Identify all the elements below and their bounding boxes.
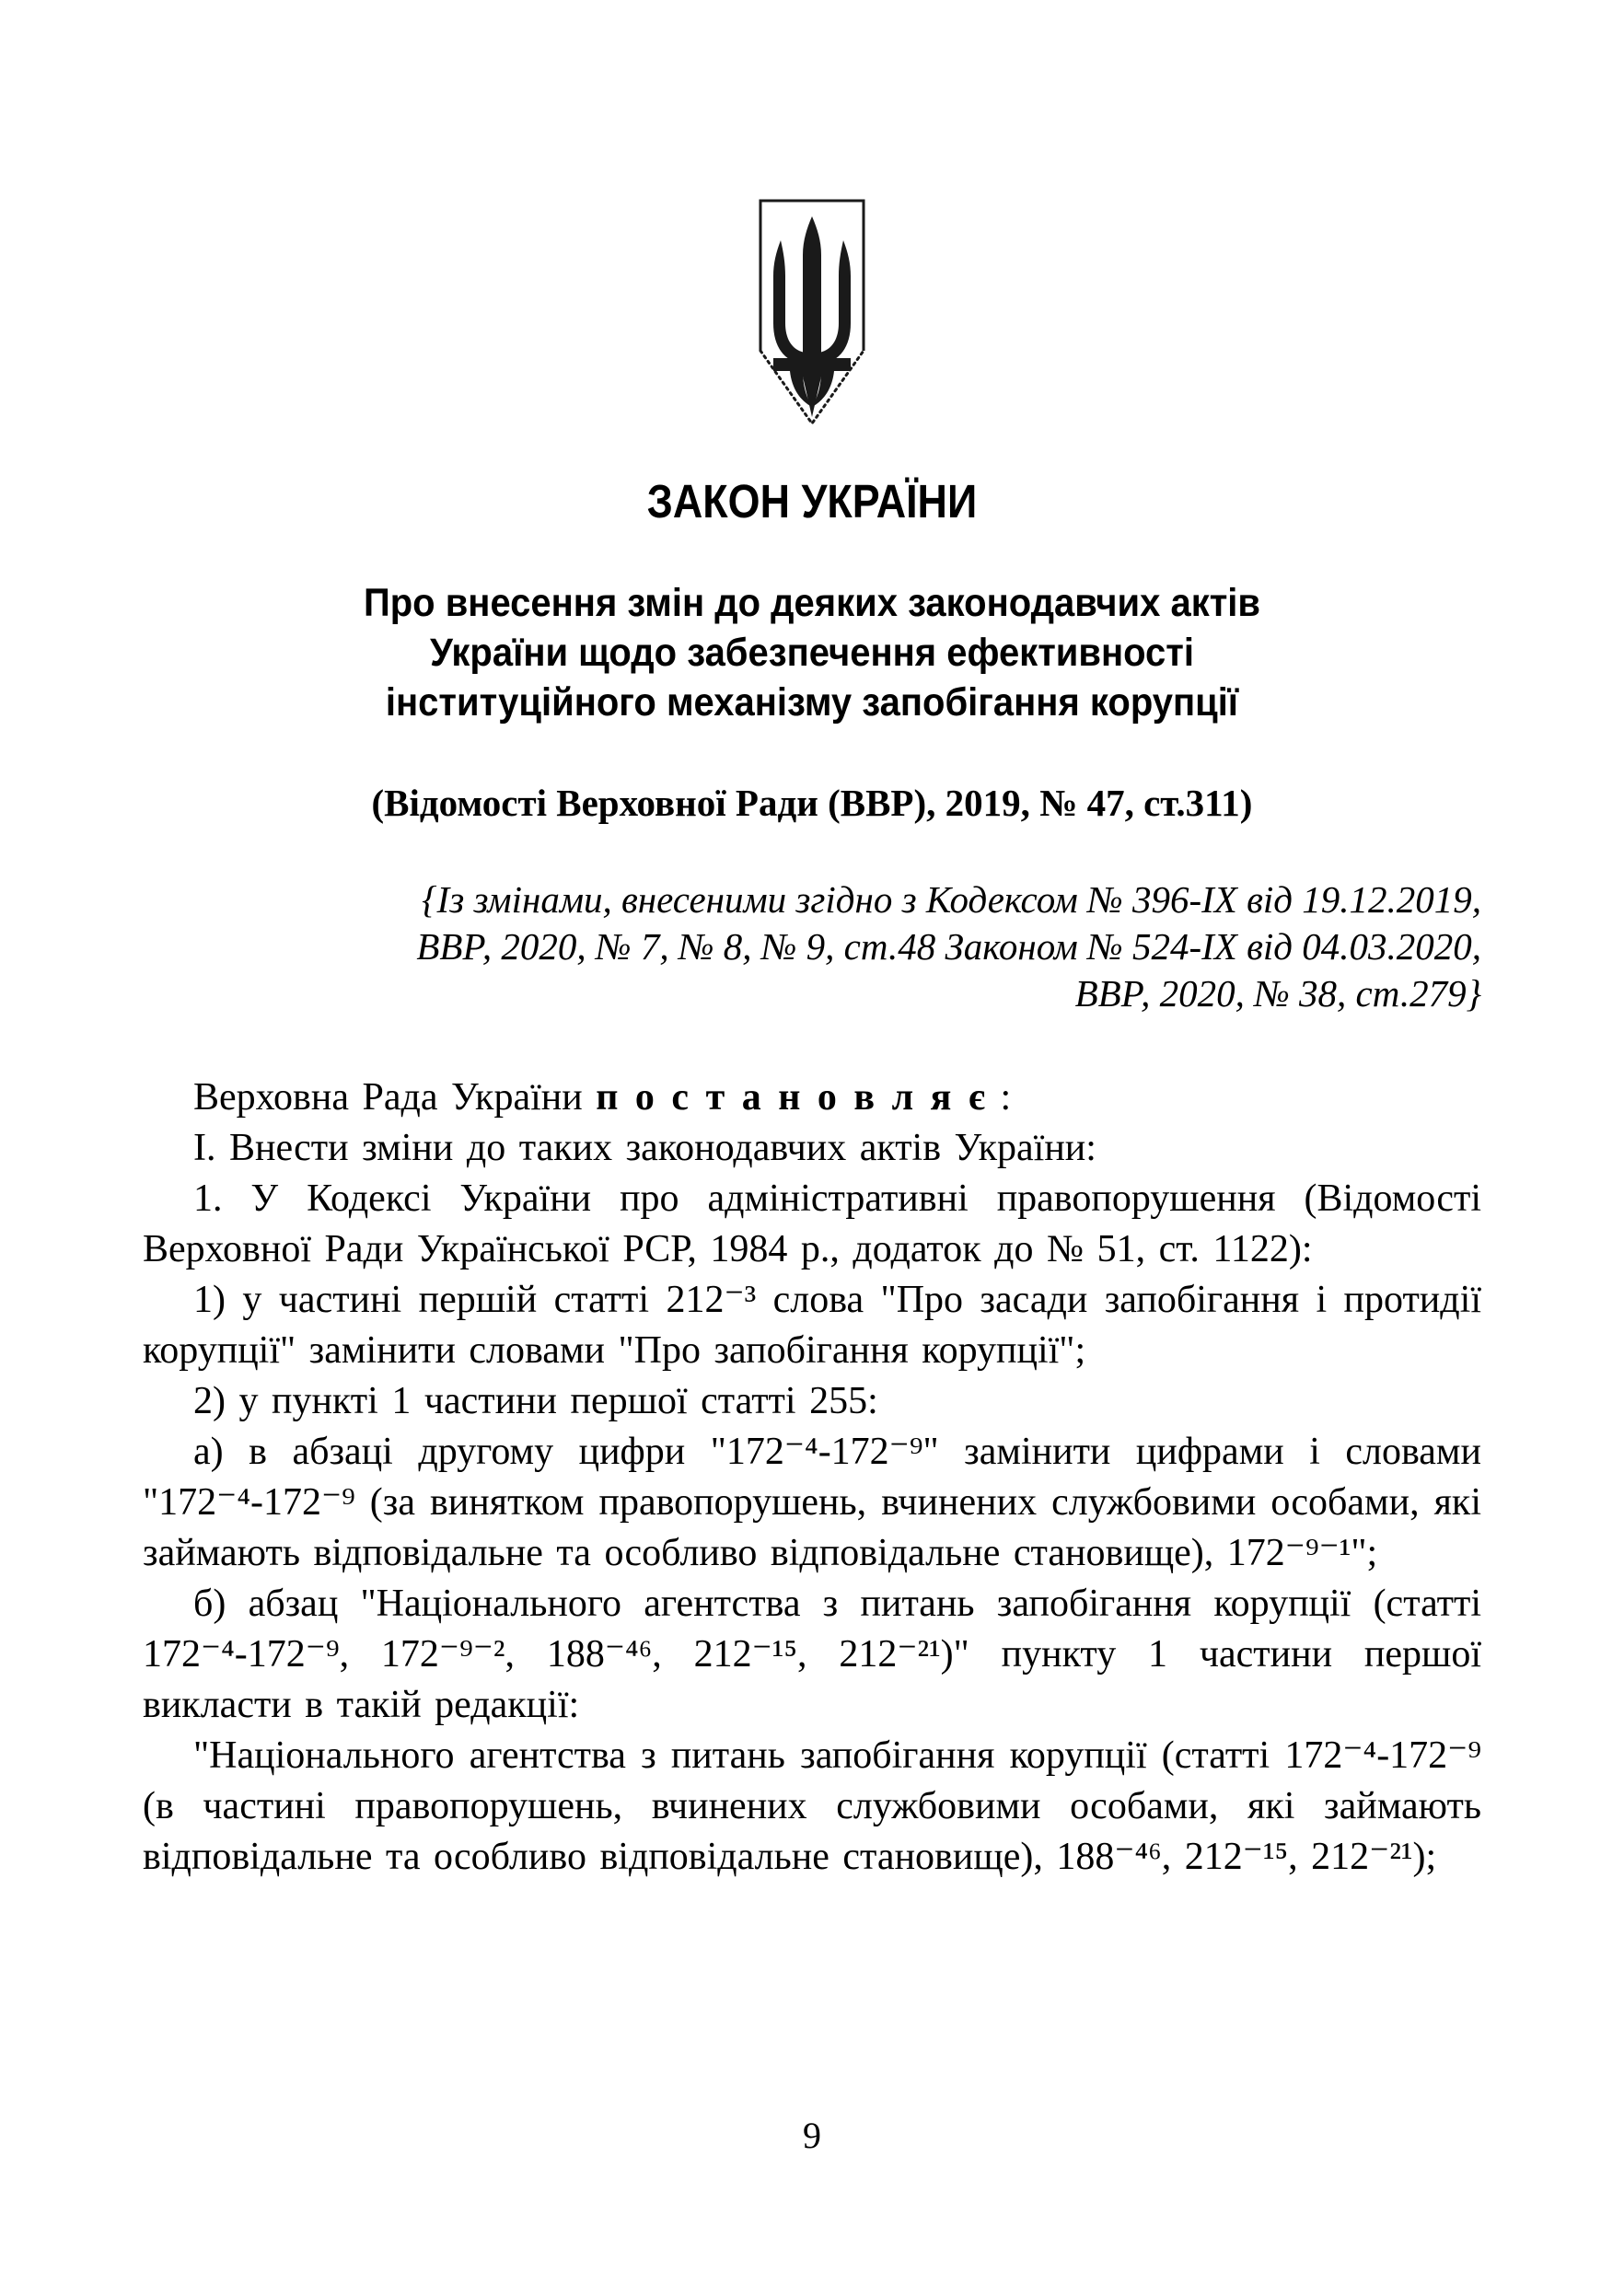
law-title-line-2: України щодо забезпечення ефективності xyxy=(430,631,1194,675)
page-number: 9 xyxy=(803,2115,821,2156)
law-title xyxy=(190,578,1434,727)
enacting-clause xyxy=(143,1073,1481,1123)
enacting-clause-prefix: Верховна Рада України xyxy=(193,1076,597,1119)
law-body xyxy=(143,1073,1481,1883)
amendment-note xyxy=(143,876,1481,1017)
document-type-heading: ЗАКОН УКРАЇНИ xyxy=(646,475,978,528)
coat-of-arms-icon xyxy=(755,0,869,428)
body-paragraph-5: а) в абзаці другому цифри "172⁻⁴-172⁻⁹" замінити цифрами і словами "172⁻⁴-172⁻⁹ (за винятком правопорушень, вчинених службовими особами, які займають відповідальне та особливо відповідальне становище), 172⁻⁹⁻¹"; xyxy=(143,1431,1481,1574)
amendment-note-line-3: ВВР, 2020, № 38, ст.279} xyxy=(1074,972,1481,1015)
amendment-note-line-1: {Із змінами, внесеними згідно з Кодексом № 396-IX від 19.12.2019, xyxy=(422,878,1481,921)
body-paragraph-4: 2) у пункті 1 частини першої статті 255: xyxy=(193,1380,878,1422)
enacting-clause-colon: : xyxy=(987,1076,1012,1119)
body-paragraph-2: 1. У Кодексі України про адміністративні правопорушення (Відомості Верховної Ради Української РСР, 1984 р., додаток до № 51, ст. 1122): xyxy=(143,1177,1481,1270)
body-paragraph-3: 1) у частині першій статті 212⁻³ слова "Про засади запобігання і протидії корупції" замінити словами "Про запобігання корупції"; xyxy=(143,1279,1481,1372)
body-paragraph-6: б) абзац "Національного агентства з питань запобігання корупції (статті 172⁻⁴-172⁻⁹, 172⁻⁹⁻², 188⁻⁴⁶, 212⁻¹⁵, 212⁻²¹)" пункту 1 частини першої викласти в такій редакції: xyxy=(143,1583,1481,1726)
enacting-clause-verb: п о с т а н о в л я є xyxy=(596,1076,988,1119)
body-paragraph-1: І. Внести зміни до таких законодавчих актів України: xyxy=(193,1127,1096,1169)
amendment-note-line-2: ВВР, 2020, № 7, № 8, № 9, ст.48 Законом № 524-IX від 04.03.2020, xyxy=(416,925,1481,968)
document-content xyxy=(0,474,1624,1883)
body-paragraph-7: "Національного агентства з питань запобігання корупції (статті 172⁻⁴-172⁻⁹ (в частині правопорушень, вчинених службовими особами, які займають відповідальне та особливо відповідальне становище), 188⁻⁴⁶, 212⁻¹⁵, 212⁻²¹); xyxy=(143,1734,1481,1878)
law-title-line-3: інституційного механізму запобігання корупції xyxy=(385,680,1239,725)
law-title-line-1: Про внесення змін до деяких законодавчих актів xyxy=(363,581,1261,625)
vvr-reference: (Відомості Верховної Ради (ВВР), 2019, № 47, ст.311) xyxy=(371,782,1253,824)
